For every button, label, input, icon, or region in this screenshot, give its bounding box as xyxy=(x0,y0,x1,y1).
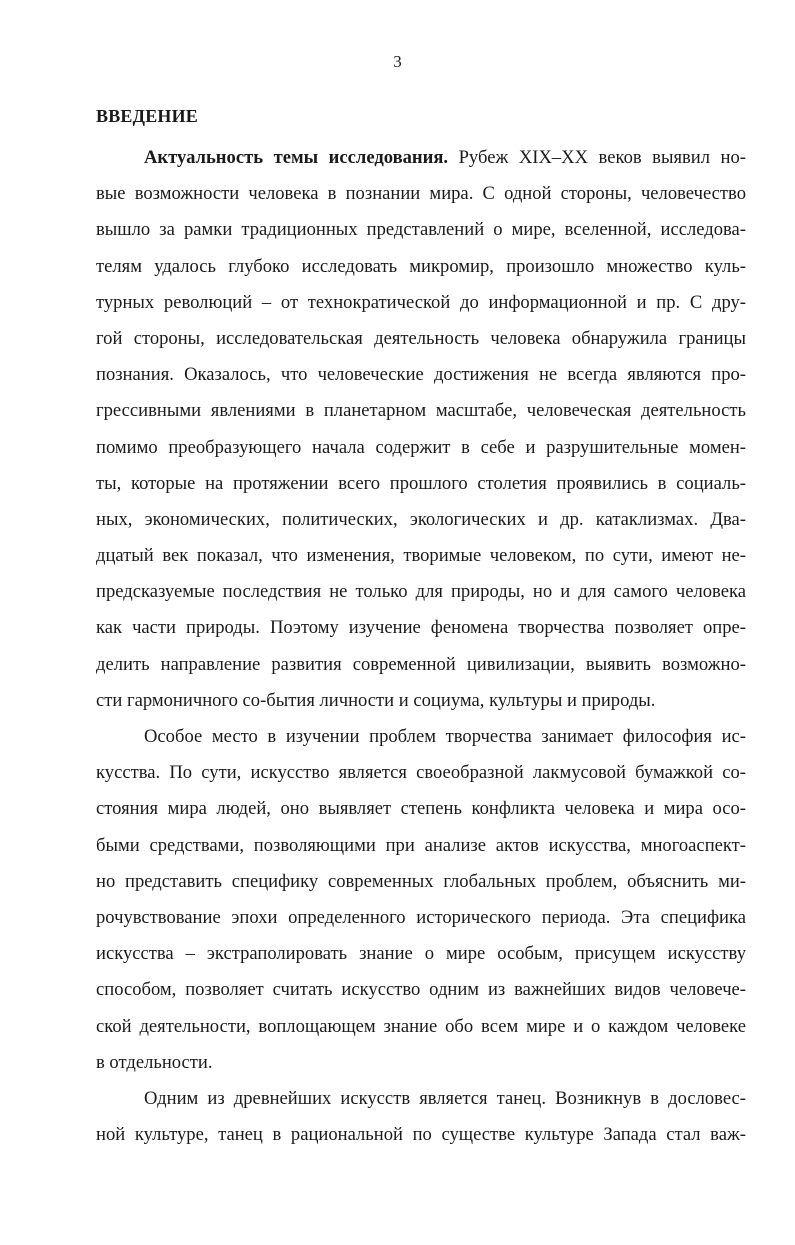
paragraph-3-line: ной культуре, танец в рациональной по существе культуре Запада стал важ- xyxy=(96,1124,746,1146)
paragraph-1-line: дцатый век показал, что изменения, творимые человеком, по сути, имеют не- xyxy=(96,545,746,567)
paragraph-2-line: способом, позволяет считать искусство одним из важнейших видов человече- xyxy=(96,979,746,1001)
paragraph-1-line: грессивными явлениями в планетарном масштабе, человеческая деятельность xyxy=(96,400,746,422)
paragraph-1-line: предсказуемые последствия не только для природы, но и для самого человека xyxy=(96,581,746,603)
paragraph-lead: Актуальность темы исследования. xyxy=(144,147,449,168)
paragraph-1-line: гой стороны, исследовательская деятельность человека обнаружила границы xyxy=(96,327,746,349)
paragraph-1-line: телям удалось глубоко исследовать микромир, произошло множество куль- xyxy=(96,255,746,277)
paragraph-2-line: кусства. По сути, искусство является своеобразной лакмусовой бумажкой со- xyxy=(96,762,746,784)
body-text xyxy=(96,140,746,1153)
paragraph-1-line: делить направление развития современной цивилизации, выявить возможно- xyxy=(96,653,746,675)
paragraph-2-line: в отдельности. xyxy=(96,1051,213,1073)
paragraph-3-line: Одним из древнейших искусств является танец. Возникнув в дословес- xyxy=(144,1087,746,1109)
paragraph-1-line: ты, которые на протяжении всего прошлого столетия проявились в социаль- xyxy=(96,472,746,494)
paragraph-1-line: сти гармоничного со-бытия личности и социума, культуры и природы. xyxy=(96,689,656,711)
paragraph-1-line: вые возможности человека в познании мира. С одной стороны, человечество xyxy=(96,183,746,205)
paragraph-2-line: стояния мира людей, оно выявляет степень конфликта человека и мира осо- xyxy=(96,798,746,820)
paragraph-2-line: но представить специфику современных глобальных проблем, объяснить ми- xyxy=(96,870,746,892)
paragraph-2-line: искусства – экстраполировать знание о мире особым, присущем искусству xyxy=(96,943,746,965)
paragraph-1-line: как части природы. Поэтому изучение феномена творчества позволяет опре- xyxy=(96,617,746,639)
section-heading: ВВЕДЕНИЕ xyxy=(96,106,199,126)
paragraph-1-line: турных революций – от технократической до информационной и пр. С дру- xyxy=(96,291,746,313)
paragraph-2-line: Особое место в изучении проблем творчества занимает философия ис- xyxy=(144,726,746,747)
paragraph-1-line: ных, экономических, политических, экологических и др. катаклизмах. Два- xyxy=(96,508,746,530)
paragraph-2-line: рочувствование эпохи определенного исторического периода. Эта специфика xyxy=(96,906,746,928)
paragraph-1-line: познания. Оказалось, что человеческие достижения не всегда являются про- xyxy=(96,364,746,386)
page-number: 3 xyxy=(393,52,402,71)
paragraph-1-line: вышло за рамки традиционных представлений о мире, вселенной, исследова- xyxy=(96,219,746,241)
paragraph-1-line: Актуальность темы исследования. Рубеж XIX–XX веков выявил но- xyxy=(144,147,746,168)
paragraph-2-line: ской деятельности, воплощающем знание обо всем мире и о каждом человеке xyxy=(96,1015,746,1037)
paragraph-2-line: быми средствами, позволяющими при анализе актов искусства, многоаспект- xyxy=(96,834,746,856)
paragraph-1-line: помимо преобразующего начала содержит в себе и разрушительные момен- xyxy=(96,436,746,458)
